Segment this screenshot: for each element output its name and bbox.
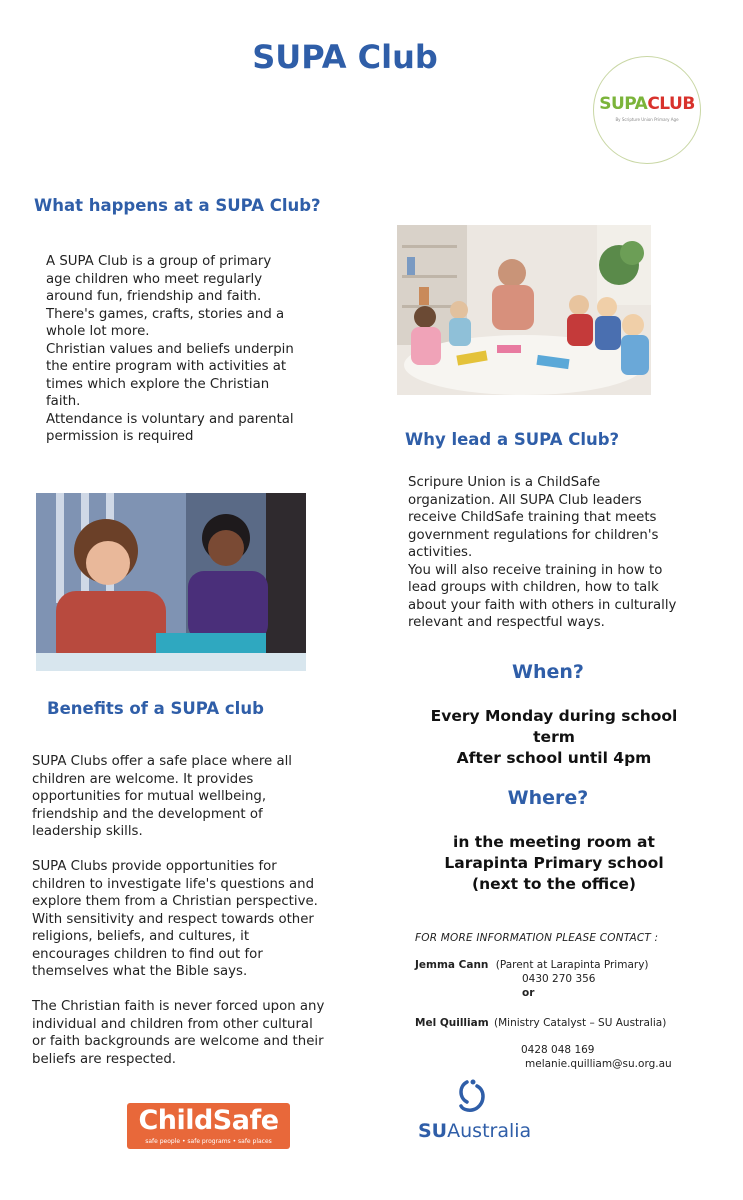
contact-2-role: (Ministry Catalyst – SU Australia)	[494, 1017, 667, 1029]
contact-person-1	[415, 959, 649, 971]
what-happens-text: A SUPA Club is a group of primary age children who meet regularly around fun, friendship and faith. There's games, crafts, stories and a whole lot more. Christian values and beliefs underpin the entire program with activities at times which explore the Christian faith. Attendance is voluntary and parental permission is required	[46, 254, 294, 444]
childsafe-logo-tagline: safe people • safe programs • safe places	[145, 1138, 272, 1145]
logo-supa-text: SUPA	[599, 94, 648, 114]
su-australia-logo: SUAustralia	[418, 1120, 532, 1142]
page-title: SUPA Club	[252, 38, 438, 76]
contact-2-name: Mel Quilliam	[415, 1017, 489, 1029]
benefits-text: SUPA Clubs offer a safe place where all children are welcome. It provides opportunities for mutual wellbeing, friendship and the development of leadership skills. SUPA Clubs provide opportunities for children to investigate life's questions and explore them from a Christian perspective. With sensitivity and respect towards other religions, beliefs, and cultures, it encourages children to find out for themselves what the Bible says. The Christian faith is never forced upon any individual and children from other cultural or faith backgrounds are welcome and their beliefs are respected.	[32, 754, 325, 1067]
supa-club-logo	[593, 56, 701, 164]
when-heading: When?	[512, 661, 584, 683]
what-happens-heading: What happens at a SUPA Club?	[34, 196, 321, 215]
why-lead-heading: Why lead a SUPA Club?	[405, 430, 620, 449]
classroom-group-photo	[397, 225, 651, 395]
childsafe-logo-word: ChildSafe	[138, 1105, 279, 1136]
contact-person-2	[415, 1017, 666, 1029]
when-details: Every Monday during school term After school until 4pm	[430, 707, 678, 767]
contact-2-email[interactable]: melanie.quilliam@su.org.au	[525, 1058, 672, 1070]
contact-1-role: (Parent at Larapinta Primary)	[495, 959, 649, 971]
contact-heading: FOR MORE INFORMATION PLEASE CONTACT :	[415, 932, 659, 944]
why-lead-text: Scripure Union is a ChildSafe organization. All SUPA Club leaders receive ChildSafe training that meets government regulations for children's activities. You will also receive training in how to lead groups with children, how to talk about your faith with others in culturally relevant and respectful ways.	[408, 475, 677, 630]
leader-and-child-photo	[36, 493, 306, 671]
contact-2-phone: 0428 048 169	[521, 1044, 595, 1056]
contact-1-name: Jemma Cann	[415, 959, 489, 971]
contact-or: or	[522, 987, 535, 999]
where-heading: Where?	[507, 787, 589, 809]
benefits-heading: Benefits of a SUPA club	[47, 699, 264, 718]
logo-club-text: CLUB	[647, 94, 695, 114]
su-swirl-icon	[455, 1078, 493, 1114]
logo-tagline: By Scripture Union Primary Age	[615, 117, 679, 122]
contact-1-phone: 0430 270 356	[522, 973, 596, 985]
childsafe-logo	[127, 1103, 290, 1149]
where-details: in the meeting room at Larapinta Primary school (next to the office)	[444, 833, 664, 893]
